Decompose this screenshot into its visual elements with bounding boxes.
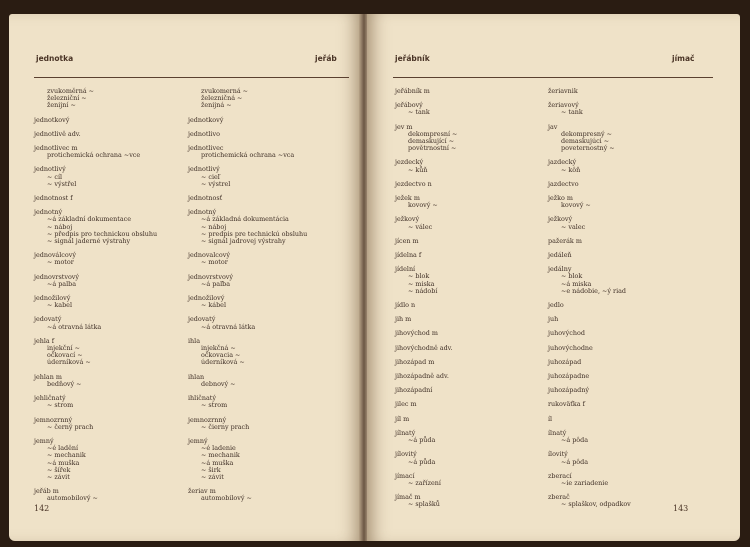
right-page [367,14,740,541]
page-number: 143 [673,504,689,513]
header-rule [393,77,713,78]
running-head-left: jeřábník [395,54,430,63]
sub-entry: ~ motor [201,258,228,267]
sub-entry: ~ predpis pre technickú obsluhu [201,229,308,238]
dictionary-entry [395,102,545,116]
headword: jedovatý [188,315,216,324]
dictionary-entry [548,124,698,153]
headword: rukoväťka f [548,400,585,409]
sub-entry: ženijná ~ [201,101,232,110]
sub-entry: ~ černý prach [47,422,94,431]
sub-entry: ~ strom [201,401,228,410]
dictionary-entry [188,338,338,367]
dictionary-entry [395,387,545,394]
dictionary-entry [395,181,545,188]
headword: ježkový [395,215,420,224]
sub-entry: ~ motor [47,258,74,267]
dictionary-entry [188,209,338,245]
dictionary-entry [548,359,698,366]
sub-entry: demaskující ~ [408,137,455,146]
dictionary-entry [34,295,184,309]
dictionary-entry [548,252,698,259]
slovak-column [188,88,338,510]
headword: jeřábový [395,101,423,110]
dictionary-entry [548,238,698,245]
headword: juhozápadný [548,386,589,395]
sub-entry: kovový ~ [408,201,438,210]
headword: jezdectvo n [395,179,432,188]
headword: jeřábník m [395,87,430,95]
dictionary-entry [395,330,545,337]
sub-entry: ~á půda [408,457,436,466]
sub-entry: očkovací ~ [47,351,83,360]
headword: jemnozrnný [188,415,227,424]
dictionary-entry [548,302,698,309]
headword: jednotlivě adv. [34,129,81,138]
headword: jednožilový [34,294,71,303]
sub-entry: ~ blok [561,272,583,281]
dictionary-entry [188,295,338,309]
sub-entry: demaskujúci ~ [561,137,610,146]
dictionary-entry [548,216,698,230]
dictionary-entry [548,430,698,444]
dictionary-entry [548,159,698,173]
headword: jímač m [395,493,421,502]
dictionary-entry [395,401,545,408]
sub-entry: ~é ladenie [201,444,236,453]
headword: jednotkový [34,115,70,124]
dictionary-entry [188,131,338,138]
dictionary-entry [395,159,545,173]
headword: juhovýchod [548,329,585,338]
dictionary-entry [188,195,338,202]
sub-entry: ~ závit [47,472,70,481]
dictionary-entry [188,438,338,481]
headword: jícen m [395,236,419,245]
headword: juhozápad [548,357,582,366]
headword: jednotný [34,208,63,217]
czech-column [34,88,184,510]
headword: jídelna f [395,251,422,260]
headword: ježko m [548,194,573,203]
headword: ježkový [548,215,573,224]
headword: juhozápadne [548,372,590,381]
running-head-right: jímač [672,54,695,63]
headword: jednotlivec [188,144,224,153]
sub-entry: ~ čierny prach [201,422,250,431]
sub-entry: ~ mechanik [47,451,86,460]
headword: jídlo n [395,301,416,310]
dictionary-entry [395,88,545,95]
sub-entry: protichemická ochrana ~vca [201,151,295,160]
sub-entry: ~á paľba [201,279,231,288]
dictionary-entry [548,102,698,116]
headword: jednotnosť [188,194,223,203]
sub-entry: ~ šířek [47,465,71,474]
dictionary-entry [395,195,545,209]
headword: jemný [34,436,54,445]
dictionary-entry [548,266,698,295]
headword: jednovrstvový [188,272,234,281]
dictionary-entry [188,417,338,431]
headword: jedáleň [548,251,572,260]
sub-entry: ~á muška [201,458,234,467]
dictionary-entry [548,88,698,95]
sub-entry: ~e nádobie, ~ý riad [561,286,627,295]
running-head-right: jeřáb [315,54,337,63]
sub-entry: ~á základní dokumentace [47,215,132,224]
dictionary-entry [395,430,545,444]
czech-column [395,88,545,516]
headword: jednožilový [188,294,225,303]
sub-entry: zvukoměrná ~ [47,87,95,95]
headword: jednovalcový [188,251,230,260]
dictionary-entry [395,252,545,259]
dictionary-entry [188,488,338,502]
sub-entry: ~ miska [408,279,435,288]
headword: zberací [548,471,572,480]
dictionary-entry [34,131,184,138]
dictionary-entry [548,316,698,323]
dictionary-entry [188,316,338,330]
dictionary-entry [188,374,338,388]
headword: jednoválcový [34,251,76,260]
headword: jednotný [188,208,217,217]
dictionary-entry [34,488,184,502]
dictionary-entry [34,395,184,409]
sub-entry: očkovacia ~ [201,351,241,360]
dictionary-entry [34,145,184,159]
sub-entry: ~á půda [408,436,436,445]
headword: jav [548,122,558,131]
dictionary-entry [395,345,545,352]
headword: jednotlivý [34,165,66,174]
headword: juhovýchodne [548,343,593,352]
headword: jemnozrnný [34,415,73,424]
dictionary-entry [548,345,698,352]
sub-entry: ~ie zariadenie [561,478,609,487]
dictionary-entry [548,181,698,188]
headword: jedovatý [34,315,62,324]
sub-entry: úderníková ~ [47,358,91,367]
sub-entry: ženijní ~ [47,101,76,110]
sub-entry: ~ kôň [561,165,581,174]
sub-entry: ~ valec [561,222,586,231]
sub-entry: úderníková ~ [201,358,245,367]
sub-entry: protichemická ochrana ~vce [47,151,141,160]
headword: jezdecký [395,158,424,167]
sub-entry: bedňový ~ [47,379,82,388]
dictionary-entry [395,238,545,245]
headword: jílnatý [395,428,416,437]
sub-entry: debnový ~ [201,379,236,388]
dictionary-entry [395,416,545,423]
headword: jihovýchod m [395,329,438,338]
sub-entry: ~ cíl [47,172,63,181]
headword: žeriavový [548,101,579,110]
sub-entry: ~ signál jadrovej výstrahy [201,237,286,246]
dictionary-entry [188,274,338,288]
dictionary-entry [34,374,184,388]
sub-entry: povětrnostní ~ [408,144,457,153]
headword: ihla [188,336,201,345]
sub-entry: ~ splašků [408,500,440,509]
sub-entry: automobilový ~ [47,494,98,503]
dictionary-entry [34,274,184,288]
page-number: 142 [34,504,50,513]
headword: jehlan m [34,372,62,381]
headword: jímací [395,471,415,480]
headword: jihozápadní [395,386,433,395]
dictionary-entry [34,438,184,481]
sub-entry: ~á otravná látka [47,322,102,331]
headword: žeriav m [188,487,216,496]
headword: jídelní [395,265,416,274]
sub-entry: ~ výstřel [47,179,77,188]
dictionary-entry [34,417,184,431]
dictionary-entry [548,451,698,465]
headword: ježek m [395,194,420,203]
sub-entry: dekompresný ~ [561,129,612,138]
headword: jazdectvo [548,179,579,188]
sub-entry: ~ širk [201,465,221,474]
sub-entry: ~ blok [408,272,430,281]
sub-entry: ~ zařízení [408,478,441,487]
headword: jíl m [395,414,410,423]
headword: jazdecký [548,158,577,167]
dictionary-entry [395,494,545,508]
sub-entry: ~é ladění [47,444,79,453]
dictionary-entry [548,401,698,408]
dictionary-entry [548,195,698,209]
dictionary-entry [548,373,698,380]
headword: ihličnatý [188,394,216,403]
sub-entry: ~ tank [561,108,583,117]
sub-entry: ~ kabel [47,301,72,310]
dictionary-entry [395,359,545,366]
dictionary-entry [188,145,338,159]
dictionary-entry [395,124,545,153]
sub-entry: ~ nádobí [408,286,438,295]
headword: jilec m [395,400,417,409]
sub-entry: kovový ~ [561,201,591,210]
dictionary-entry [34,166,184,188]
sub-entry: ~ splaškov, odpadkov [561,500,631,509]
sub-entry: ~ kůň [408,165,428,174]
sub-entry: ~ signál jaderné výstrahy [47,237,131,246]
dictionary-entry [188,252,338,266]
dictionary-entry [395,316,545,323]
sub-entry: ~ mechanik [201,451,240,460]
sub-entry: injekční ~ [47,344,80,353]
dictionary-entry [548,416,698,423]
sub-entry: ~ tank [408,108,430,117]
dictionary-entry [34,316,184,330]
headword: pažerák m [548,236,582,245]
sub-entry: ~ cieľ [201,172,220,181]
sub-entry: ~ náboj [47,222,73,231]
sub-entry: železničná ~ [201,94,243,103]
dictionary-entry [395,302,545,309]
sub-entry: ~á otravná látka [201,322,256,331]
sub-entry: ~ válec [408,222,433,231]
headword: jihozápadně adv. [395,372,449,381]
sub-entry: dekompresní ~ [408,129,458,138]
headword: jednotkový [188,115,224,124]
headword: žeriavnik [548,87,578,95]
sub-entry: ~ náboj [201,222,227,231]
sub-entry: ~á palba [47,279,77,288]
headword: jihovýchodně adv. [395,343,453,352]
sub-entry: zvukomerná ~ [201,87,249,95]
dictionary-entry [188,395,338,409]
headword: íl [548,414,553,423]
sub-entry: ~á pôda [561,436,589,445]
headword: jeřáb m [34,487,59,496]
dictionary-entry [34,209,184,245]
sub-entry: železniční ~ [47,94,87,103]
dictionary-entry [34,338,184,367]
headword: jehla f [34,336,55,345]
dictionary-entry [188,117,338,124]
sub-entry: ~á miska [561,279,592,288]
sub-entry: ~ kábel [201,301,226,310]
sub-entry: ~ výstrel [201,179,231,188]
dictionary-entry [395,373,545,380]
headword: jílovitý [395,450,417,459]
headword: zberač [548,493,570,502]
headword: jev m [395,122,413,131]
headword: jednotnost f [34,194,73,203]
sub-entry: ~á muška [47,458,80,467]
dictionary-entry [34,252,184,266]
sub-entry: ~á základná dokumentácia [201,215,289,224]
headword: jednotlivec m [34,144,78,153]
sub-entry: poveternostný ~ [561,144,615,153]
headword: jednotlivý [188,165,220,174]
slovak-column [548,88,698,516]
headword: jedlo [548,301,564,310]
dictionary-entry [188,88,338,110]
headword: ílovitý [548,450,568,459]
headword: jednotlivo [188,129,220,138]
headword: jemný [188,436,208,445]
dictionary-entry [395,473,545,487]
headword: jednovrstvový [34,272,80,281]
dictionary-entry [548,387,698,394]
headword: jehličnatý [34,394,66,403]
dictionary-entry [548,330,698,337]
dictionary-entry [395,266,545,295]
headword: ílnatý [548,428,567,437]
headword: jih m [395,315,412,324]
sub-entry: ~ strom [47,401,74,410]
sub-entry: injekčná ~ [201,344,236,353]
headword: jedálny [548,265,572,274]
dictionary-entry [34,117,184,124]
dictionary-entry [34,88,184,110]
dictionary-entry [34,195,184,202]
sub-entry: ~ předpis pro technickou obsluhu [47,229,158,238]
dictionary-entry [548,473,698,487]
header-rule [34,77,349,78]
sub-entry: ~á pôda [561,457,589,466]
dictionary-entry [395,451,545,465]
headword: juh [548,315,559,324]
dictionary-entry [188,166,338,188]
running-head-left: jednotka [36,54,74,63]
sub-entry: ~ závit [201,472,224,481]
sub-entry: automobilový ~ [201,494,252,503]
left-page [9,14,361,541]
dictionary-entry [395,216,545,230]
headword: jihozápad m [395,357,435,366]
headword: ihlan [188,372,205,381]
